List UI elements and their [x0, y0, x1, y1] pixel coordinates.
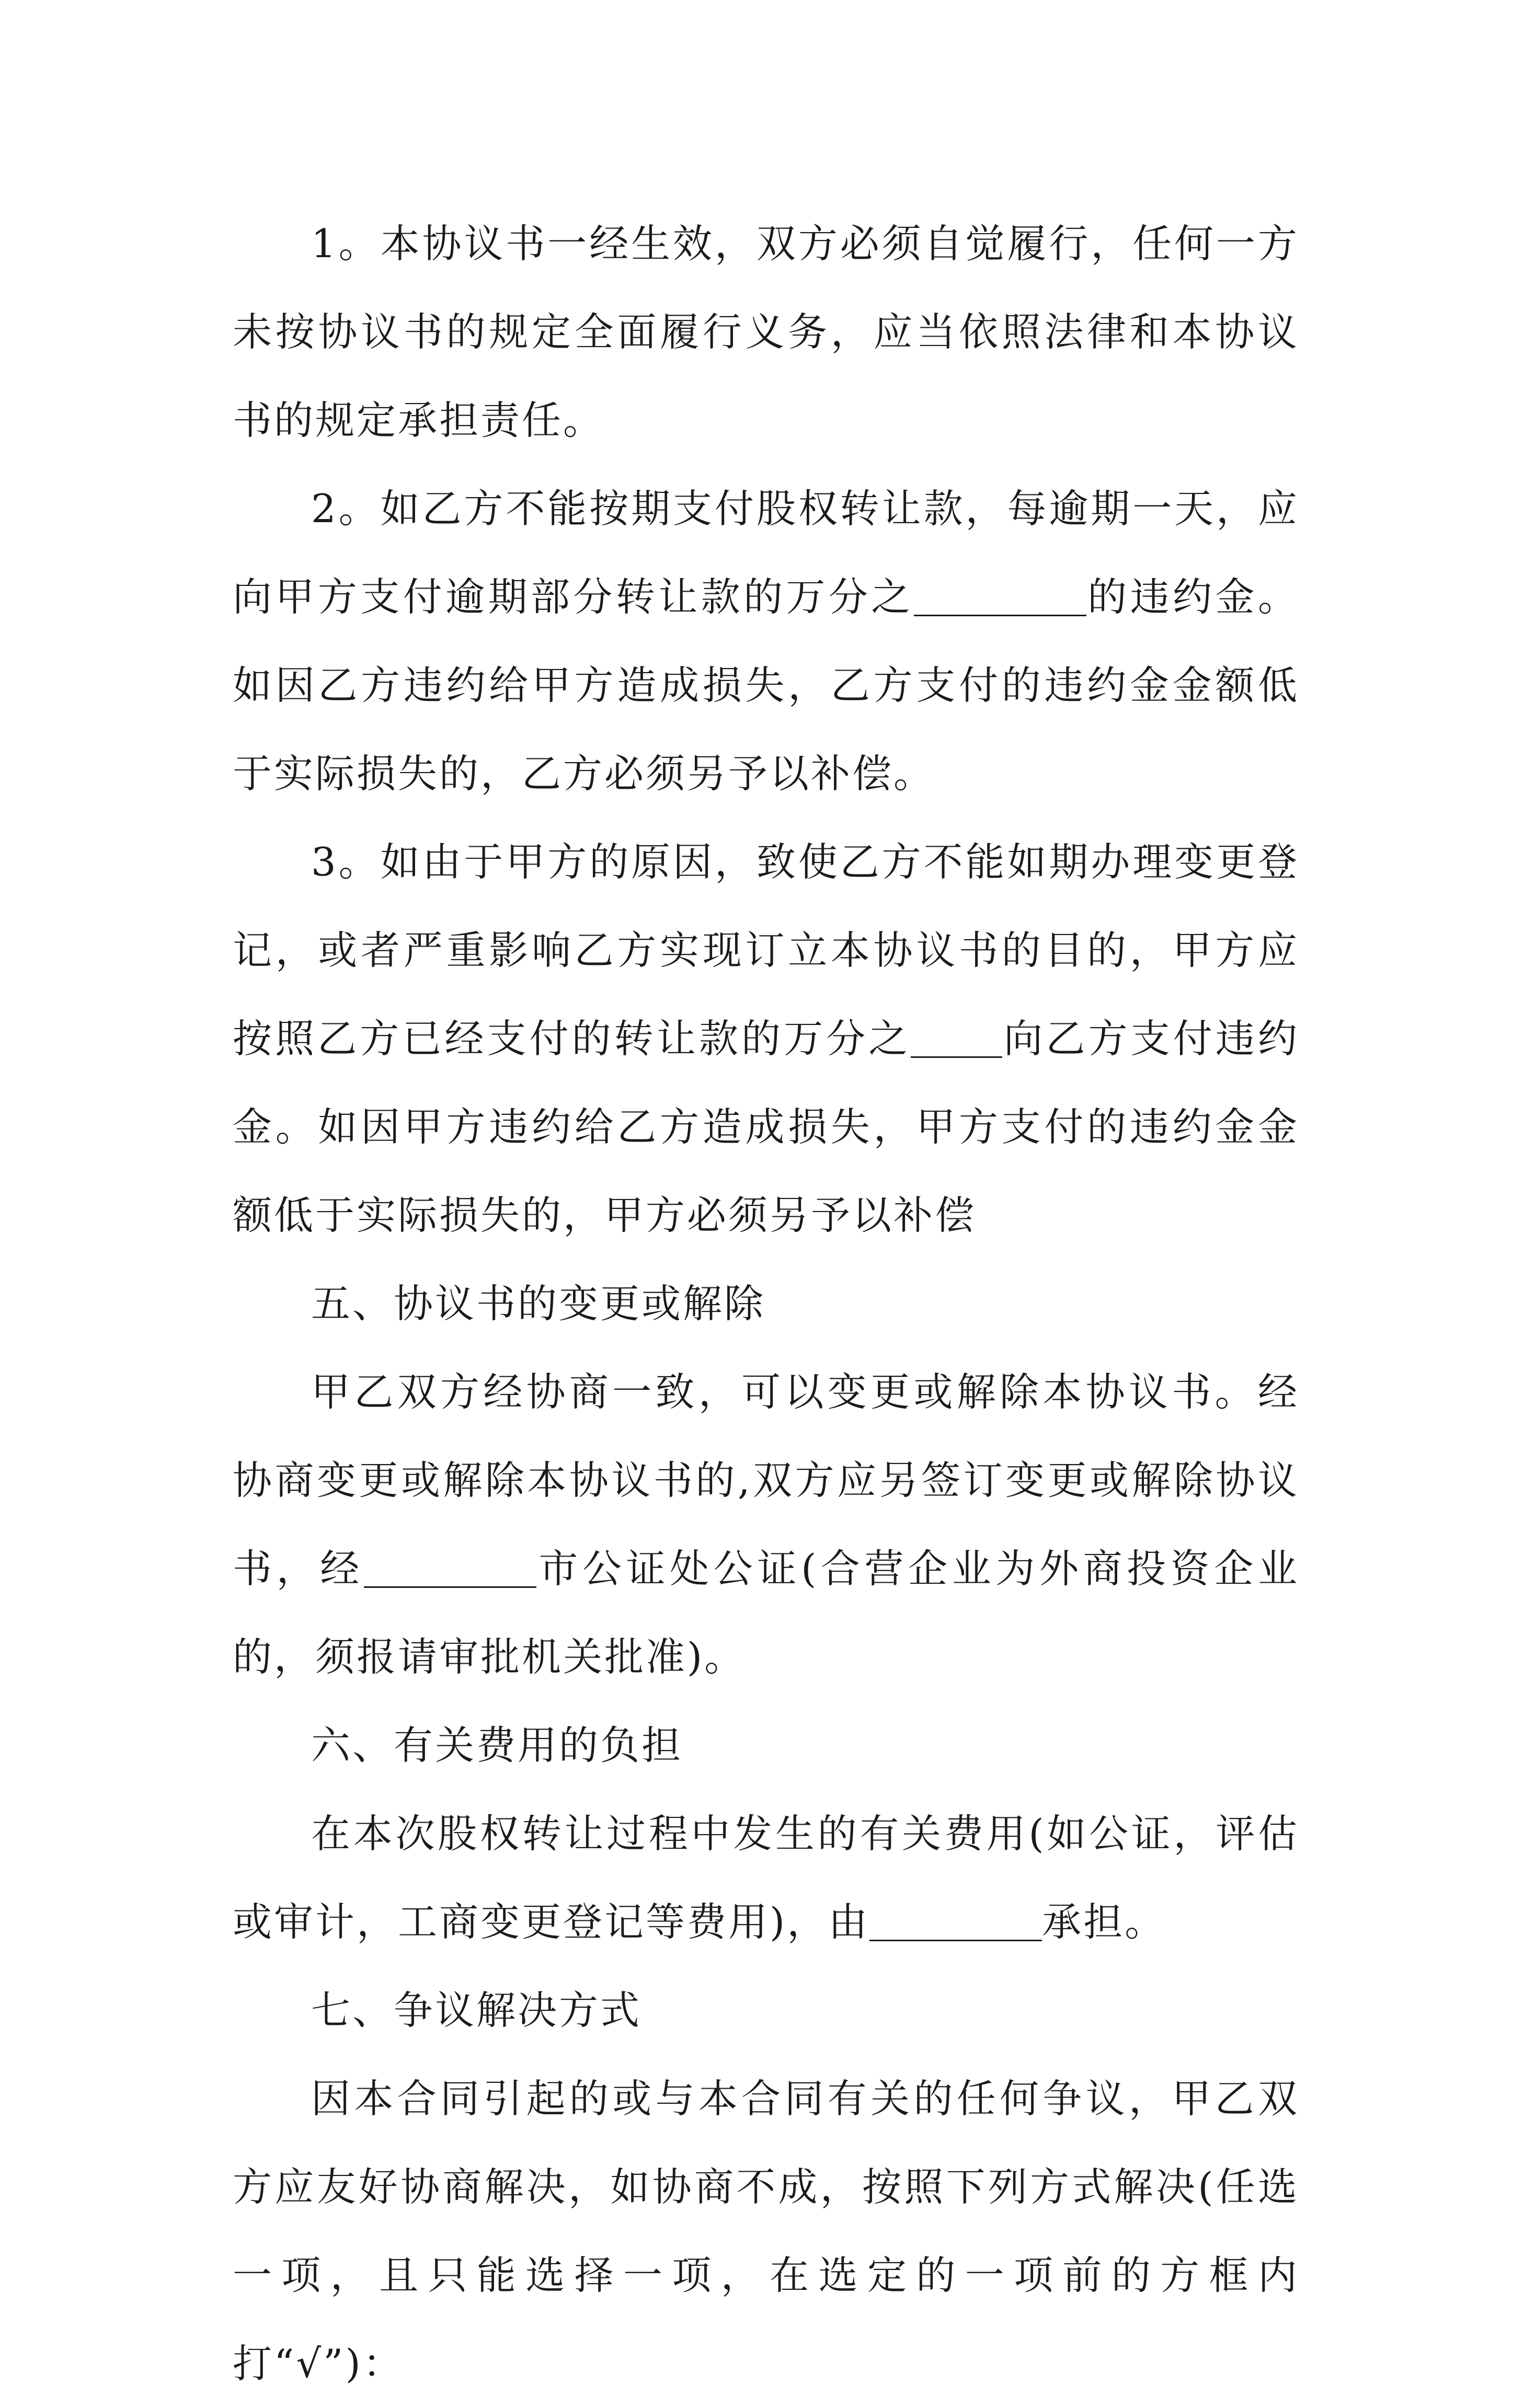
clause-2-text-end: 的违约金。如因乙方违约给甲方造成损失，乙方支付的违约金金额低于实际损失的，乙方必须另予以补偿。 [233, 574, 1299, 797]
clause-2 [233, 465, 1299, 818]
section-6-title: 六、有关费用的负担 [311, 1722, 683, 1768]
clause-3-text-start: 3。如由于甲方的原因，致使乙方不能如期办理变更登记，或者严重影响乙方实现订立本协议书的目的，甲方应按照乙方已经支付的转让款的万分之 [233, 839, 1299, 1062]
section-7-paragraph [233, 2055, 1299, 2408]
section-5-text-start: 甲乙双方经协商一致，可以变更或解除本协议书。经协商变更或解除本协议书的,双方应另签订变更或解除协议书，经 [233, 1369, 1299, 1592]
section-7-title: 七、争议解决方式 [311, 1987, 642, 2033]
section-6-text-end: 承担。 [1042, 1899, 1166, 1945]
section-5-paragraph [233, 1348, 1299, 1701]
notary-city-blank [364, 1547, 536, 1588]
section-7-heading [233, 1966, 1299, 2055]
section-5-text-end: 市公证处公证(合营企业为外商投资企业的，须报请审批机关批准)。 [233, 1546, 1299, 1680]
section-6-heading [233, 1701, 1299, 1790]
clause-3 [233, 818, 1299, 1260]
penalty-rate-blank-2 [911, 1017, 1002, 1058]
fee-bearer-blank [869, 1900, 1042, 1941]
clause-2-text-start: 2。如乙方不能按期支付股权转让款，每逾期一天，应向甲方支付逾期部分转让款的万分之 [233, 486, 1299, 620]
clause-1 [233, 200, 1299, 465]
clause-3-text-end: 向乙方支付违约金。如因甲方违约给乙方造成损失，甲方支付的违约金金额低于实际损失的，甲方必须另予以补偿 [233, 1016, 1299, 1238]
section-5-title: 五、协议书的变更或解除 [311, 1281, 766, 1327]
section-5-heading [233, 1260, 1299, 1348]
penalty-rate-blank [914, 575, 1086, 616]
section-6-text-start: 在本次股权转让过程中发生的有关费用(如公证，评估或审计，工商变更登记等费用)，由 [233, 1811, 1299, 1945]
section-7-text: 因本合同引起的或与本合同有关的任何争议，甲乙双方应友好协商解决，如协商不成，按照下列方式解决(任选一项，且只能选择一项，在选定的一项前的方框内打“√”)： [233, 2076, 1299, 2387]
document-body [233, 200, 1299, 2408]
section-6-paragraph [233, 1790, 1299, 1966]
clause-1-text: 1。本协议书一经生效，双方必须自觉履行，任何一方未按协议书的规定全面履行义务，应当依照法律和本协议书的规定承担责任。 [233, 221, 1299, 443]
